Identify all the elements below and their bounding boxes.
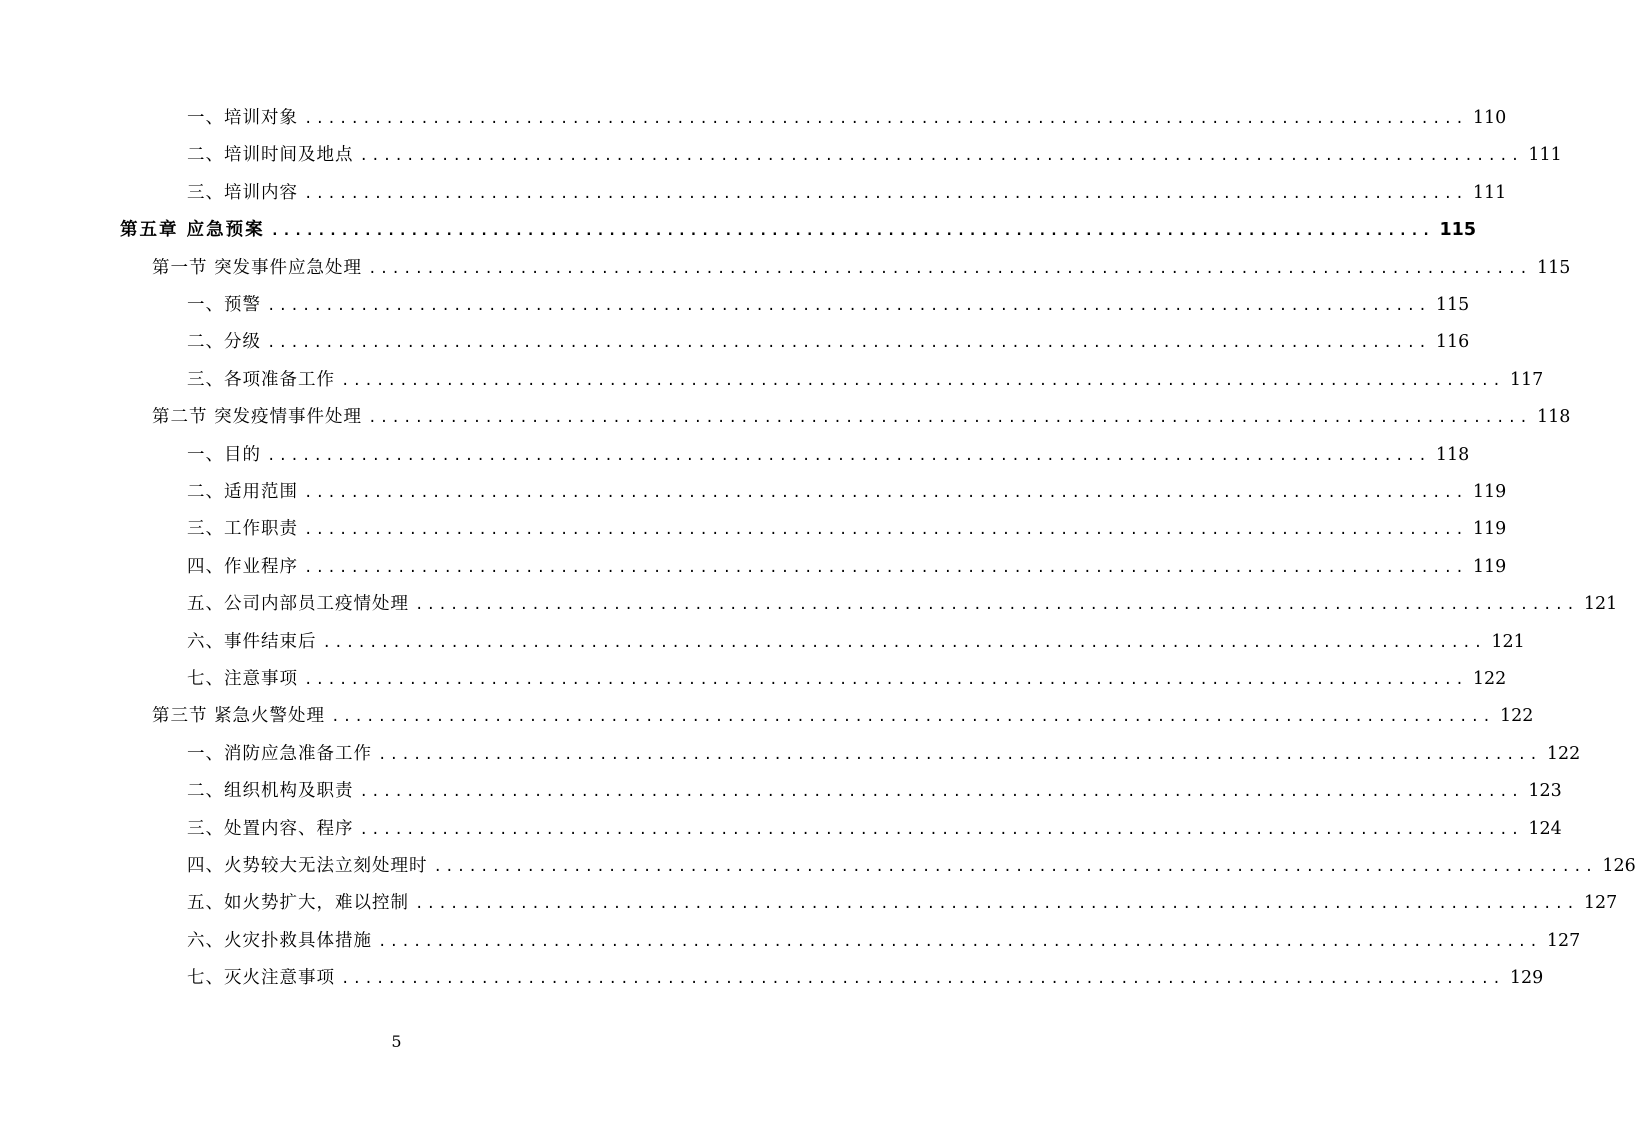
- toc-leader-dots: ....................................................................................................: [304, 559, 1467, 576]
- toc-leader-dots: ....................................................................................................: [378, 933, 1541, 950]
- toc-entry-page: 111: [1472, 182, 1507, 203]
- toc-entry-page: 110: [1472, 108, 1507, 128]
- toc-entry-label: 七、注意事项: [187, 669, 298, 689]
- toc-entry-label: 一、消防应急准备工作: [187, 743, 372, 764]
- toc-entry-page: 118: [1536, 407, 1571, 428]
- toc-entry-label: 三、工作职责: [187, 519, 298, 540]
- toc-entry-page: 111: [1528, 145, 1562, 166]
- toc-section-entry[interactable]: [152, 698, 1534, 728]
- toc-item-entry[interactable]: [187, 736, 1581, 766]
- toc-entry-label: 六、事件结束后: [187, 631, 317, 652]
- toc-leader-dots: ....................................................................................................: [304, 485, 1467, 501]
- toc-item-entry[interactable]: [187, 624, 1525, 654]
- toc-item-entry[interactable]: [187, 287, 1470, 317]
- toc-entry-label: 三、各项准备工作: [187, 369, 335, 390]
- toc-item-entry[interactable]: [187, 773, 1562, 803]
- toc-entry-label: 二、适用范围: [187, 482, 298, 502]
- toc-leader-dots: ....................................................................................................: [270, 223, 1434, 240]
- toc-item-entry[interactable]: [187, 923, 1581, 953]
- toc-entry-page: 127: [1583, 893, 1618, 914]
- toc-leader-dots: ....................................................................................................: [331, 709, 1494, 726]
- toc-leader-dots: ....................................................................................................: [359, 784, 1523, 801]
- toc-leader-dots: ....................................................................................................: [415, 597, 1578, 614]
- toc-entry-label: 三、培训内容: [187, 182, 298, 203]
- toc-item-entry[interactable]: [187, 661, 1507, 691]
- toc-entry-page: 122: [1499, 706, 1534, 727]
- toc-entry-label: 七、灭火注意事项: [187, 968, 335, 989]
- toc-leader-dots: ....................................................................................................: [415, 896, 1578, 913]
- toc-leader-dots: ....................................................................................................: [359, 148, 1523, 165]
- toc-item-entry[interactable]: [187, 549, 1507, 579]
- toc-leader-dots: ....................................................................................................: [368, 410, 1531, 427]
- toc-leader-dots: ....................................................................................................: [378, 746, 1541, 763]
- toc-item-entry[interactable]: [187, 437, 1470, 467]
- toc-item-entry[interactable]: [187, 324, 1470, 354]
- toc-leader-dots: ....................................................................................................: [433, 859, 1597, 875]
- toc-entry-page: 115: [1536, 257, 1571, 278]
- toc-leader-dots: ....................................................................................................: [304, 672, 1467, 688]
- toc-leader-dots: ....................................................................................................: [267, 298, 1430, 314]
- toc-entry-label: 二、组织机构及职责: [187, 781, 354, 802]
- toc-item-entry[interactable]: [187, 175, 1507, 205]
- toc-entry-page: 119: [1472, 556, 1507, 577]
- toc-entry-page: 123: [1528, 781, 1562, 802]
- toc-entry-label: 第二节 突发疫情事件处理: [152, 407, 363, 428]
- toc-leader-dots: ....................................................................................................: [322, 634, 1486, 651]
- toc-entry-label: 五、公司内部员工疫情处理: [187, 594, 409, 615]
- toc-item-entry[interactable]: [187, 811, 1562, 841]
- toc-item-entry[interactable]: [187, 511, 1507, 541]
- toc-entry-label: 第五章 应急预案: [120, 220, 265, 241]
- toc-section-entry[interactable]: [152, 250, 1571, 280]
- toc-entry-label: 一、培训对象: [187, 108, 298, 128]
- toc-item-entry[interactable]: [187, 100, 1507, 130]
- toc-entry-label: 三、处置内容、程序: [187, 818, 354, 839]
- toc-entry-page: 116: [1435, 332, 1470, 353]
- toc-item-entry[interactable]: [187, 362, 1544, 392]
- toc-entry-page: 117: [1509, 369, 1544, 390]
- toc-item-entry[interactable]: [187, 885, 1618, 915]
- page-number: 5: [391, 1032, 402, 1051]
- toc-leader-dots: ....................................................................................................: [341, 372, 1504, 389]
- toc-item-entry[interactable]: [187, 848, 1636, 878]
- toc-item-entry[interactable]: [187, 586, 1618, 616]
- toc-entry-label: 第三节 紧急火警处理: [152, 706, 326, 727]
- toc-leader-dots: ....................................................................................................: [304, 185, 1467, 202]
- toc-entry-page: 121: [1491, 631, 1525, 652]
- toc-item-entry[interactable]: [187, 474, 1507, 504]
- toc-entry-label: 四、火势较大无法立刻处理时: [187, 856, 428, 876]
- toc-entry-page: 126: [1602, 856, 1636, 876]
- toc-entry-label: 一、目的: [187, 444, 261, 465]
- toc-entry-page: 119: [1472, 482, 1507, 502]
- toc-entry-page: 118: [1435, 444, 1470, 465]
- toc-entry-page: 129: [1509, 968, 1544, 989]
- toc-entry-page: 119: [1472, 519, 1507, 540]
- toc-entry-page: 124: [1528, 818, 1562, 839]
- toc-entry-page: 115: [1435, 295, 1470, 315]
- toc-leader-dots: ....................................................................................................: [359, 821, 1523, 838]
- toc-leader-dots: ....................................................................................................: [368, 260, 1531, 277]
- toc-leader-dots: ....................................................................................................: [304, 522, 1467, 539]
- toc-item-entry[interactable]: [187, 960, 1544, 990]
- toc-entry-label: 五、如火势扩大，难以控制: [187, 893, 409, 914]
- toc-entry-page: 121: [1583, 594, 1618, 615]
- toc-entry-label: 二、培训时间及地点: [187, 145, 354, 166]
- toc-entry-page: 122: [1472, 669, 1507, 689]
- toc-entry-label: 四、作业程序: [187, 556, 298, 577]
- toc-chapter-entry[interactable]: [120, 212, 1476, 242]
- toc-leader-dots: ....................................................................................................: [267, 447, 1430, 464]
- toc-entry-label: 一、预警: [187, 295, 261, 315]
- toc-entry-page: 122: [1546, 743, 1581, 764]
- toc-entry-label: 第一节 突发事件应急处理: [152, 257, 363, 278]
- toc-section-entry[interactable]: [152, 399, 1571, 429]
- toc-leader-dots: ....................................................................................................: [341, 971, 1504, 988]
- toc-entry-page: 115: [1439, 220, 1476, 241]
- toc-entry-label: 二、分级: [187, 332, 261, 353]
- toc-entry-label: 六、火灾扑救具体措施: [187, 930, 372, 951]
- toc-leader-dots: ....................................................................................................: [304, 111, 1467, 127]
- toc-leader-dots: ....................................................................................................: [267, 335, 1430, 352]
- toc-item-entry[interactable]: [187, 137, 1562, 167]
- toc-entry-page: 127: [1546, 930, 1581, 951]
